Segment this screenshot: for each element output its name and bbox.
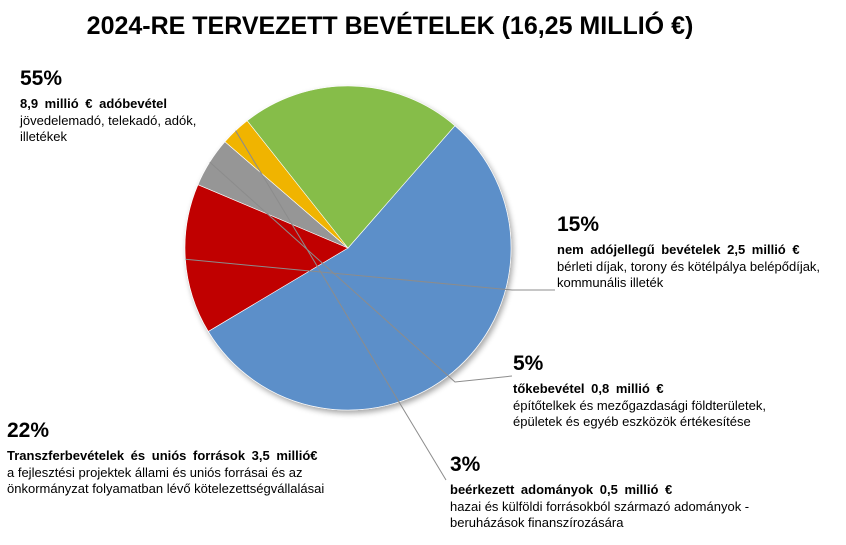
slice-heading: Transzferbevételek és uniós források 3,5 millió€ (7, 448, 318, 464)
slice-percent: 5% (513, 352, 544, 375)
slice-heading: 8,9 millió € adóbevétel (20, 96, 167, 112)
slice-description: a fejlesztési projektek állami és uniós forrásai és az önkormányzat folyamatban lévő kötelezettségvállalásai (7, 464, 325, 496)
label-slice-adomanyok (450, 452, 750, 531)
chart-title: 2024-RE TERVEZETT BEVÉTELEK (16,25 MILLIÓ €) (86, 12, 694, 40)
slice-percent: 22% (7, 419, 50, 442)
slice-heading: nem adójellegű bevételek 2,5 millió € (557, 242, 800, 258)
slice-description: hazai és külföldi forrásokból származó adományok - beruházások finanszírozására (450, 498, 750, 530)
slice-heading: tőkebevétel 0,8 millió € (513, 381, 664, 397)
slice-percent: 15% (557, 213, 600, 236)
slice-description: építőtelkek és mezőgazdasági földterületek, épületek és egyéb eszközök értékesítése (513, 397, 766, 429)
slice-heading: beérkezett adományok 0,5 millió € (450, 482, 673, 498)
label-slice-tokebevetel (513, 351, 813, 430)
slice-description: bérleti díjak, torony és kötélpálya belépődíjak, kommunális illeték (557, 258, 821, 290)
slice-description: jövedelemadó, telekadó, adók, illetékek (20, 112, 197, 144)
label-slice-adobevetel (20, 66, 240, 145)
slice-percent: 55% (20, 67, 63, 90)
label-slice-nem-adojellegu (557, 212, 842, 291)
label-slice-transzfer (7, 418, 367, 497)
slice-percent: 3% (450, 453, 481, 476)
